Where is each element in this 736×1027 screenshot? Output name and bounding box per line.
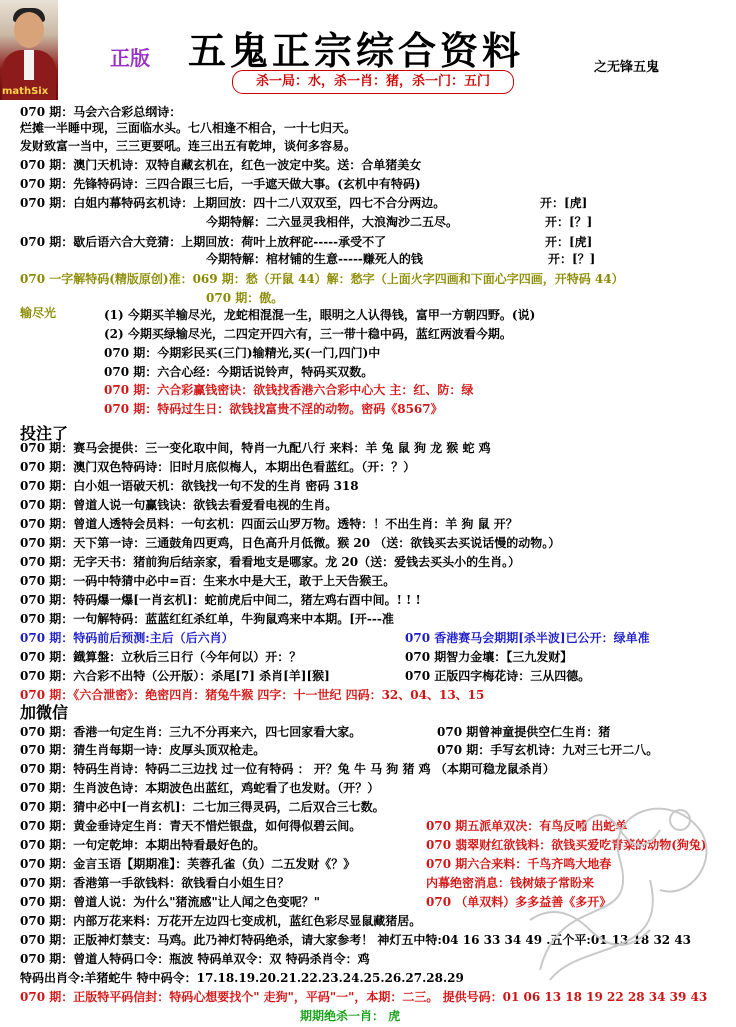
forecast-line: 070 期：猜生肖每期一诗：皮厚头顶双枪走。 — [20, 743, 266, 757]
forecast-line: 期期绝杀一肖： 虎 — [300, 1009, 401, 1023]
portrait-face — [14, 12, 44, 48]
forecast-line: 070 期：曾道人透特会员料：一句玄机：四面云山罗万物。透特：！不出生肖：羊 狗 鼠 开？ — [20, 517, 518, 531]
forecast-line: 070 期：先锋特码诗：三四合跟三七后，一手遮天做大事。(玄机中有特码) — [20, 177, 421, 191]
forecast-line: 070 期：曾道人说：为什么"猪流感"让人闻之色变呢？" — [20, 895, 320, 909]
forecast-line: 070 期曾神童提供空仁生肖：猪 — [437, 725, 611, 739]
page-title: 五鬼正宗综合资料 — [188, 28, 525, 73]
forecast-line: 070 期：天下第一诗：三通鼓角四更鸡，日色高升月低微。猴 20 （送：欲钱买去买说话慢的动物。） — [20, 536, 561, 550]
forecast-line: 070 期：马会六合彩总纲诗： — [20, 105, 182, 119]
forecast-line: 今期特解：二六显灵我相伴，大浪淘沙二五尽。 — [206, 215, 459, 229]
forecast-line: 070 （单双料）多多益善《多开》 — [426, 895, 612, 909]
forecast-line: 070 期：手写玄机诗：九对三七开二八。 — [437, 743, 659, 757]
forecast-line: 070 期：一码中特猜中必中=百：生来水中是大王，敢于上天告猴王。 — [20, 574, 396, 588]
forecast-line: 070 期：正版神灯禁支：马鸡。此乃神灯特码绝杀，请大家参考！ 神灯五中特:04 16 33 34 49 .五个平:01 13 18 32 43 — [20, 933, 692, 947]
edition-badge: 正版 — [110, 46, 150, 70]
forecast-line: 070 期：白姐内幕特码玄机诗：上期回放：四十二八双双至，四七不合分两边。 — [20, 196, 446, 210]
forecast-line: 070 期：无字天书：猪前狗后结亲家，看看地支是哪家。龙 20（送：爱钱去买头小的生肖。） — [20, 555, 521, 569]
forecast-line: 070 期：内部万花来料：万花开左边四七变成机，蓝红色彩尽显鼠藏猪居。 — [20, 914, 422, 928]
forecast-line: 070 期：金言玉语【期期准】：芙蓉孔雀（负）二五发财《？》 — [20, 857, 356, 871]
forecast-line: 烂摊一半睡中现，三面临水头。七八相逢不相合，一十七归天。 — [20, 121, 357, 135]
forecast-line: 070 期：白小姐一语破天机：欲钱找一句不发的生肖 密码 318 — [20, 479, 359, 493]
forecast-line: 070 期：特码过生日：欲钱找富贵不淫的动物。密码《8567》 — [104, 402, 443, 416]
forecast-line: 070 期：今期彩民买(三门)输精光,买(一门,四门)中 — [104, 346, 381, 360]
forecast-line: 070 期：生肖波色诗：本期波色出蓝红，鸡蛇看了也发财。（开？） — [20, 781, 380, 795]
forecast-line: 070 期：猜中必中[一肖玄机]：二七加三得灵码，二后双合三七数。 — [20, 800, 385, 814]
forecast-line: 070 期：曾道人说一句赢钱诀：欲钱去看爱看电视的生肖。 — [20, 498, 338, 512]
forecast-line: 开：[虎] — [545, 235, 593, 249]
forecast-line: 070 期：《六合泄密》：绝密四肖：猪兔牛猴 四字：十一世纪 四码：32、04、13、15 — [20, 688, 485, 702]
forecast-line: 开：[？] — [548, 252, 596, 266]
forecast-line: 070 翡翠财红欲钱料：欲钱买爱吃青菜的动物(狗兔) — [426, 838, 707, 852]
forecast-line: 070 期：正版特平码信封：特码心想要找个" 走狗"，平码"一"，本期：二三。 提供号码：01 06 13 18 19 22 28 34 39 43 — [20, 990, 708, 1004]
forecast-line: 070 期：鐡算盤：立秋后三日行（今年何以）开：？ — [20, 650, 302, 664]
dragon-watermark-icon — [520, 770, 730, 1000]
forecast-line: 070 期：香港一句定生肖：三九不分再来六，四七回家看大家。 — [20, 725, 362, 739]
forecast-line: 070 期：歇后语六合大竞猜：上期回放：荷叶上放秤砣-----承受不了 — [20, 235, 387, 249]
forecast-line: 070 期：赛马会提供：三一变化取中间，特肖一九配八行 来料：羊 兔 鼠 狗 龙 猴 蛇 鸡 — [20, 441, 491, 455]
forecast-line: 070 期：特码爆一爆[一肖玄机]：蛇前虎后中间二，猪左鸡右酉中间。! ! ! — [20, 593, 421, 607]
portrait-shirt — [24, 50, 34, 80]
section-heading: 投注了 — [20, 424, 69, 443]
forecast-line: 070 期：澳门双色特码诗：旧时月底似梅人，本期出色看蓝红。（开：？） — [20, 460, 416, 474]
forecast-line: 开：[虎] — [540, 196, 588, 210]
author-portrait — [0, 0, 58, 100]
forecast-line: (1) 今期买羊输尽光，龙蛇相混混一生，眼明之人认得钱，富甲一方朝四野。(说) — [104, 308, 536, 322]
forecast-line: 070 期：一句解特码：蓝蓝红红杀红单，牛狗鼠鸡来中本期。[开---准 — [20, 612, 394, 626]
forecast-line: 070 期：澳门天机诗：双特自藏玄机在，红色一波定中奖。送：合单猪美女 — [20, 158, 422, 172]
forecast-line: 今期特解：棺材铺的生意-----赚死人的钱 — [206, 252, 423, 266]
forecast-line: 070 期六合来料：千鸟齐鸣大地春 — [426, 857, 612, 871]
forecast-line: 070 期五派单双决：有鸟反哺 出蛇单 — [426, 819, 628, 833]
forecast-line: 070 一字解特码(精版原创)准：069 期：愁（开鼠 44）解：愁字（上面火字四画和下面心字四画，开特码 44） — [20, 272, 624, 286]
kill-summary-box: 杀一局：水，杀一肖：猪，杀一门：五门 — [232, 70, 514, 94]
forecast-line: 070 期：一句定乾坤：本期出特看最好色的。 — [20, 838, 266, 852]
forecast-line: 输尽光 — [20, 306, 57, 320]
forecast-line: 070 期：六合彩不出特（公开版）：杀尾[7] 杀肖[羊][猴] — [20, 669, 330, 683]
forecast-line: 070 期：六合彩赢钱密诀：欲钱找香港六合彩中心大 主：红、防：绿 — [104, 383, 474, 397]
forecast-line: 070 期：傲。 — [206, 291, 284, 305]
author-name: 之无锋五鬼 — [594, 60, 660, 75]
forecast-line: 070 期：曾道人特码口令：瓶波 特码单双令：双 特码杀肖令：鸡 — [20, 952, 370, 966]
section-heading: 加微信 — [20, 703, 69, 722]
forecast-line: 070 期：香港第一手欲钱料：欲钱看白小姐生日？ — [20, 876, 290, 890]
forecast-line: 发财致富一当中，三三更要吼。连三出五有乾坤，谈何多容易。 — [20, 139, 357, 153]
forecast-line: 070 期：特码前后预测:主后（后六肖） — [20, 631, 234, 645]
forecast-line: 070 正版四字梅花诗：三从四德。 — [405, 669, 591, 683]
forecast-line: 070 期智力金壤：【三九发财】 — [405, 650, 573, 664]
forecast-line: 特码出肖令:羊猪蛇牛 特中码令：17.18.19.20.21.22.23.24.25.26.27.28.29 — [20, 971, 464, 985]
forecast-line: 开：[？] — [545, 215, 593, 229]
forecast-line: 070 期：六合心经：今期话说铃声，特码买双数。 — [104, 365, 374, 379]
portrait-logo: mathSix — [2, 86, 49, 97]
forecast-line: 070 香港赛马会期期[杀半波]已公开：绿单准 — [405, 631, 650, 645]
forecast-line: (2) 今期买绿输尽光，二四定开四六有，三一带十稳中码，蓝红两波看今期。 — [104, 327, 512, 341]
forecast-line: 070 期：特码生肖诗：特码二三边找 过一位有特码 ： 开？兔 牛 马 狗 猪 鸡 （本期可稳龙鼠杀肖） — [20, 762, 555, 776]
forecast-line: 070 期：黄金垂诗定生肖：青天不惜烂银盘，如何得似碧云间。 — [20, 819, 362, 833]
forecast-line: 内幕绝密消息：钱树婊子常盼来 — [426, 876, 595, 890]
